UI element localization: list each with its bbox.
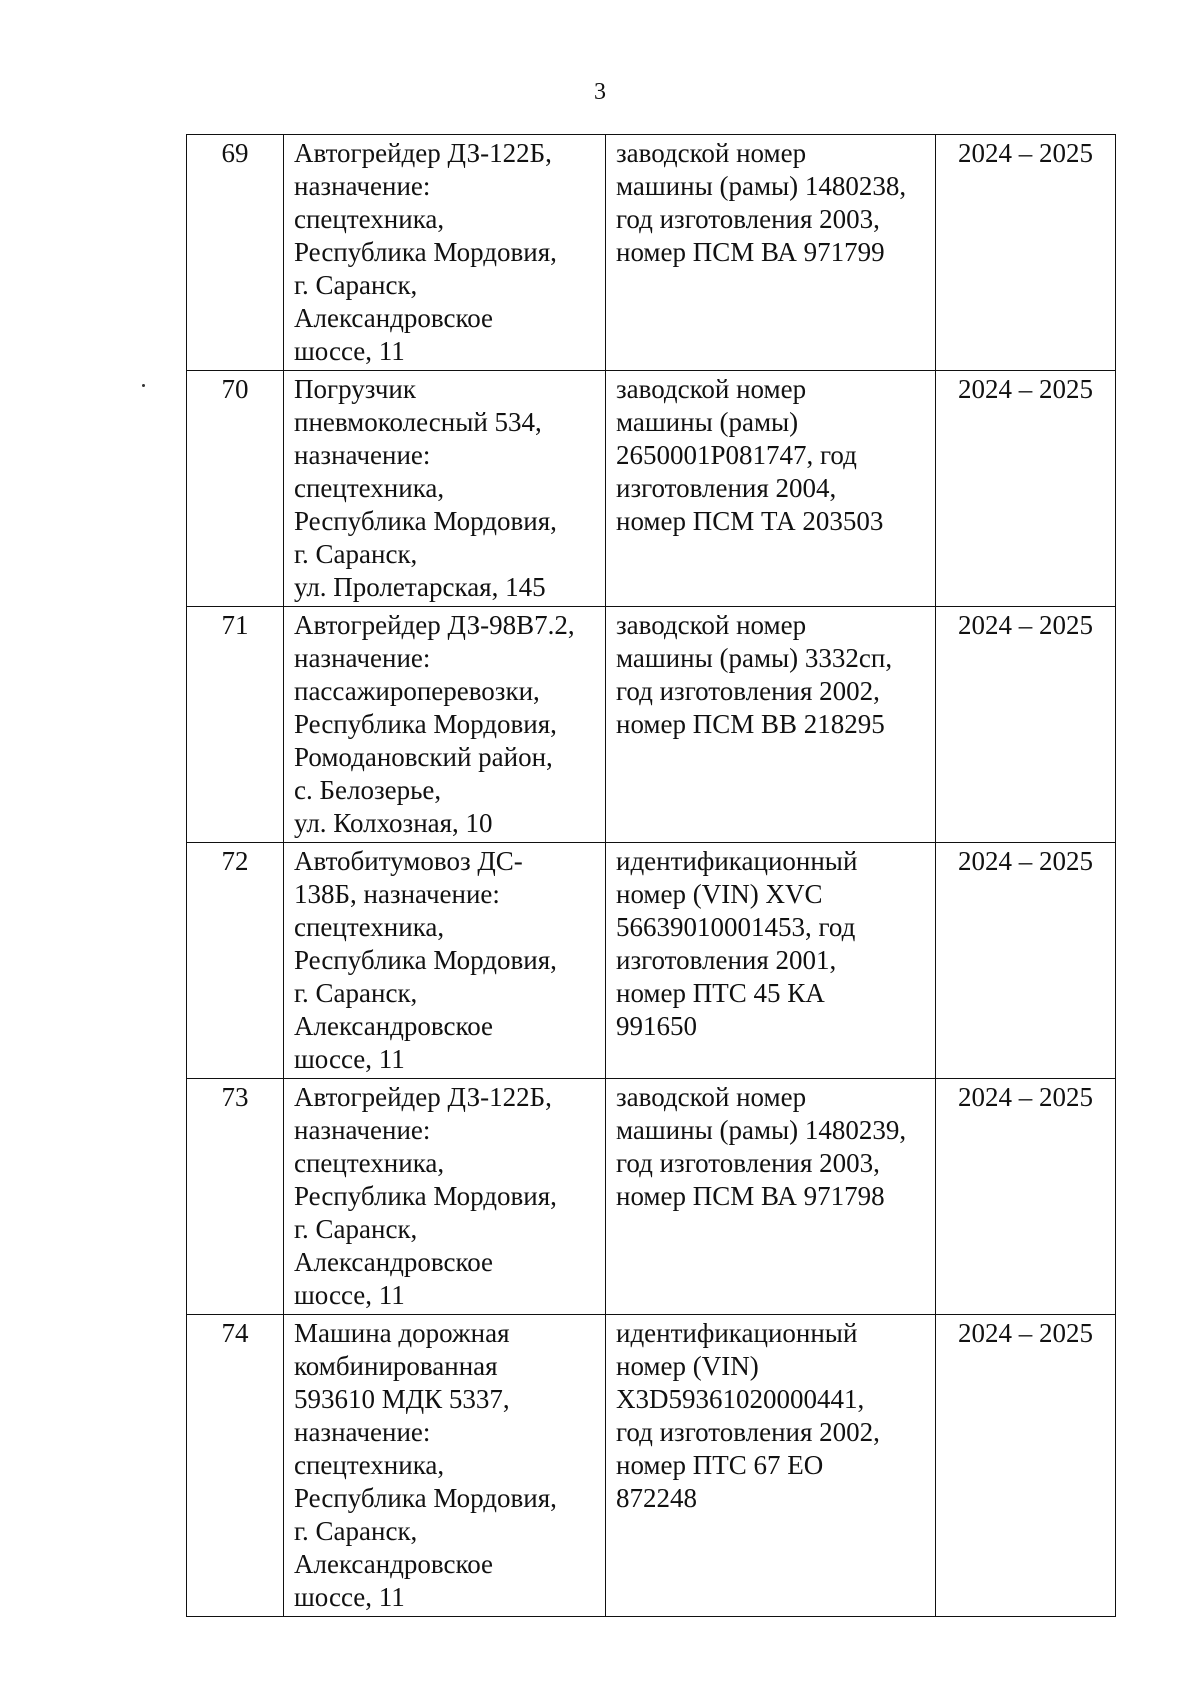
identification-line: 2650001P081747, год [616, 440, 857, 470]
description-line: Машина дорожная [294, 1318, 510, 1348]
description-line: Автогрейдер ДЗ-98В7.2, [294, 610, 575, 640]
description-line: ул. Пролетарская, 145 [294, 572, 546, 602]
description-line: Александровское [294, 1549, 494, 1579]
identification-line: идентификационный [616, 846, 858, 876]
identification-line: год изготовления 2002, [616, 676, 880, 706]
vehicle-registry-table [186, 134, 1116, 1617]
identification-cell [606, 843, 936, 1079]
description-line: Республика Мордовия, [294, 1483, 557, 1513]
identification-cell [606, 371, 936, 607]
description-line: шоссе, 11 [294, 1582, 405, 1612]
identification-line: номер ПТС 67 ЕО [616, 1450, 824, 1480]
description-line: 593610 МДК 5337, [294, 1384, 510, 1414]
description-line: ул. Колхозная, 10 [294, 808, 493, 838]
description-line: Автогрейдер ДЗ-122Б, [294, 138, 552, 168]
table-row [187, 1079, 1116, 1315]
table-row [187, 607, 1116, 843]
table-row [187, 371, 1116, 607]
identification-line: год изготовления 2002, [616, 1417, 880, 1447]
description-line: шоссе, 11 [294, 1044, 405, 1074]
vehicle-description-cell [284, 371, 606, 607]
description-line: назначение: [294, 171, 431, 201]
identification-line: машины (рамы) [616, 407, 799, 437]
identification-line: номер ПСМ ТА 203503 [616, 506, 884, 536]
row-number-cell: 72 [187, 843, 284, 1079]
description-line: пневмоколесный 534, [294, 407, 542, 437]
table-row [187, 1315, 1116, 1617]
identification-line: заводской номер [616, 610, 807, 640]
vehicle-description-cell [284, 1315, 606, 1617]
identification-line: машины (рамы) 3332сп, [616, 643, 893, 673]
description-line: спецтехника, [294, 1148, 445, 1178]
identification-line: заводской номер [616, 1082, 807, 1112]
description-line: Александровское [294, 1011, 494, 1041]
description-line: Республика Мордовия, [294, 506, 557, 536]
description-line: Автогрейдер ДЗ-122Б, [294, 1082, 552, 1112]
description-line: Республика Мордовия, [294, 945, 557, 975]
description-line: назначение: [294, 1115, 431, 1145]
description-line: г. Саранск, [294, 978, 418, 1008]
description-line: г. Саранск, [294, 1214, 418, 1244]
description-line: Республика Мордовия, [294, 1181, 557, 1211]
identification-line: 872248 [616, 1483, 697, 1513]
identification-line: номер ПСМ ВА 971799 [616, 237, 885, 267]
vehicle-description-cell [284, 1079, 606, 1315]
identification-line: год изготовления 2003, [616, 204, 880, 234]
description-line: спецтехника, [294, 204, 445, 234]
identification-line: год изготовления 2003, [616, 1148, 880, 1178]
period-cell: 2024 – 2025 [936, 1315, 1116, 1617]
row-number-cell: 70 [187, 371, 284, 607]
description-line: Республика Мордовия, [294, 709, 557, 739]
identification-line: идентификационный [616, 1318, 858, 1348]
identification-cell [606, 607, 936, 843]
period-cell: 2024 – 2025 [936, 1079, 1116, 1315]
identification-line: изготовления 2004, [616, 473, 837, 503]
description-line: назначение: [294, 440, 431, 470]
identification-line: 991650 [616, 1011, 697, 1041]
identification-line: X3D59361020000441, [616, 1384, 865, 1414]
description-line: пассажироперевозки, [294, 676, 540, 706]
row-number-cell: 71 [187, 607, 284, 843]
period-cell: 2024 – 2025 [936, 607, 1116, 843]
description-line: шоссе, 11 [294, 336, 405, 366]
description-line: комбинированная [294, 1351, 498, 1381]
description-line: спецтехника, [294, 473, 445, 503]
identification-line: изготовления 2001, [616, 945, 837, 975]
description-line: Автобитумовоз ДС- [294, 846, 523, 876]
identification-line: заводской номер [616, 374, 807, 404]
row-number-cell: 73 [187, 1079, 284, 1315]
period-cell: 2024 – 2025 [936, 135, 1116, 371]
description-line: г. Саранск, [294, 539, 418, 569]
identification-line: номер (VIN) XVC [616, 879, 823, 909]
description-line: г. Саранск, [294, 270, 418, 300]
page-number: 3 [594, 79, 606, 105]
description-line: назначение: [294, 1417, 431, 1447]
description-line: шоссе, 11 [294, 1280, 405, 1310]
identification-line: машины (рамы) 1480238, [616, 171, 907, 201]
description-line: Александровское [294, 1247, 494, 1277]
identification-cell [606, 1079, 936, 1315]
identification-line: номер (VIN) [616, 1351, 759, 1381]
description-line: Ромодановский район, [294, 742, 553, 772]
row-number-cell: 69 [187, 135, 284, 371]
description-line: г. Саранск, [294, 1516, 418, 1546]
identification-line: номер ПСМ ВВ 218295 [616, 709, 885, 739]
identification-line: номер ПТС 45 КА [616, 978, 825, 1008]
description-line: спецтехника, [294, 1450, 445, 1480]
scan-dot-mark [142, 384, 145, 387]
description-line: назначение: [294, 643, 431, 673]
registry-body [187, 135, 1116, 1617]
identification-cell [606, 135, 936, 371]
vehicle-description-cell [284, 843, 606, 1079]
identification-line: 56639010001453, год [616, 912, 856, 942]
period-cell: 2024 – 2025 [936, 843, 1116, 1079]
description-line: Республика Мордовия, [294, 237, 557, 267]
vehicle-description-cell [284, 607, 606, 843]
description-line: спецтехника, [294, 912, 445, 942]
description-line: 138Б, назначение: [294, 879, 500, 909]
table-row [187, 135, 1116, 371]
description-line: Александровское [294, 303, 494, 333]
description-line: с. Белозерье, [294, 775, 442, 805]
vehicle-description-cell [284, 135, 606, 371]
identification-line: заводской номер [616, 138, 807, 168]
period-cell: 2024 – 2025 [936, 371, 1116, 607]
identification-line: машины (рамы) 1480239, [616, 1115, 907, 1145]
row-number-cell: 74 [187, 1315, 284, 1617]
identification-line: номер ПСМ ВА 971798 [616, 1181, 885, 1211]
table-row [187, 843, 1116, 1079]
description-line: Погрузчик [294, 374, 416, 404]
identification-cell [606, 1315, 936, 1617]
